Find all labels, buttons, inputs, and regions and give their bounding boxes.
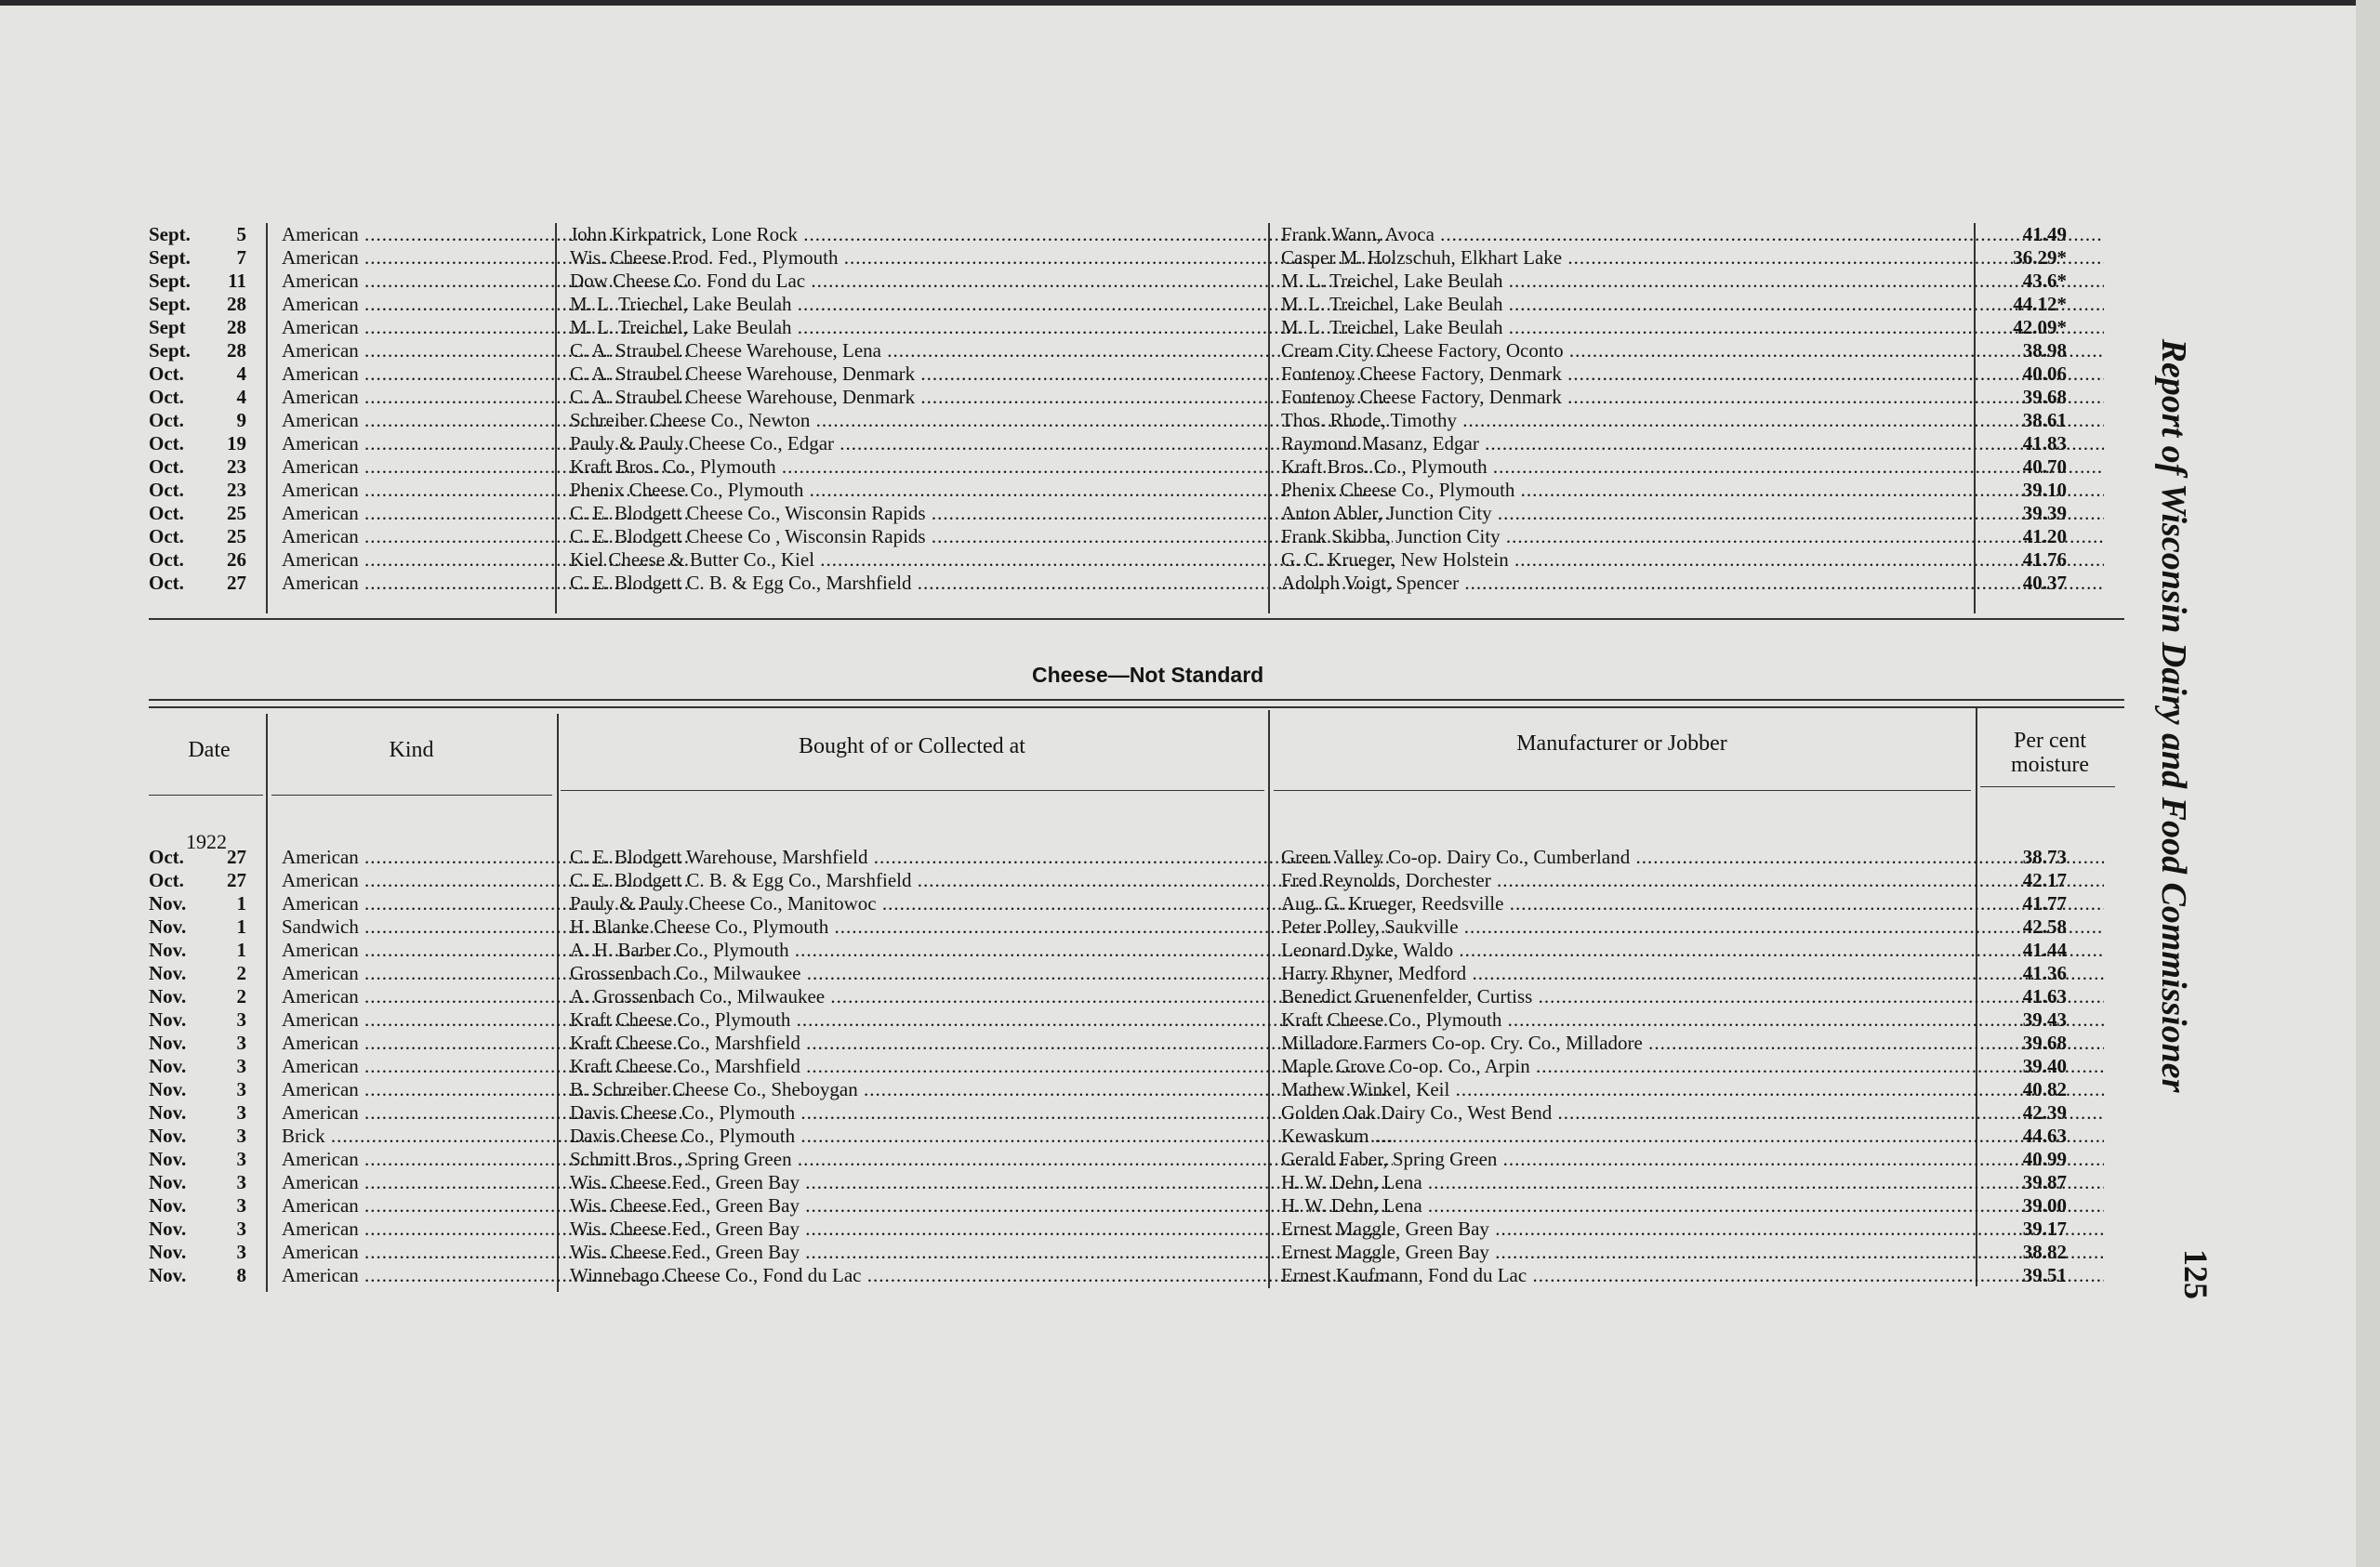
manufacturer-cell: Gerald Faber, Spring Green ..... (1281, 1148, 2104, 1171)
table-row (144, 548, 2124, 572)
bought-cell: Wis. Cheese Fed., Green Bay ..... (570, 1241, 1393, 1264)
date-day: 3 (236, 1241, 246, 1263)
kind-cell: American ..... (282, 939, 691, 962)
year-label: 1922 (186, 830, 227, 853)
date-month: Sept. (149, 293, 191, 315)
header-bought: Bought of or Collected at (799, 734, 1025, 758)
date-day: 3 (236, 1171, 246, 1193)
kind-cell: American ..... (282, 432, 691, 455)
manufacturer-cell: Cream City Cheese Factory, Oconto ..... (1281, 339, 2104, 362)
kind-cell: American ..... (282, 1218, 691, 1241)
kind-cell: American ..... (282, 1101, 691, 1125)
kind-cell: American ..... (282, 548, 691, 572)
manufacturer-cell: Adolph Voigt, Spencer ..... (1281, 572, 2104, 595)
date-day: 4 (236, 362, 246, 385)
table-row (144, 939, 2124, 962)
date-day: 1 (236, 939, 246, 961)
header-kind: Kind (389, 738, 434, 762)
date-month: Oct. (149, 869, 184, 891)
manufacturer-cell: Milladore Farmers Co-op. Cry. Co., Milladore ..... (1281, 1032, 2104, 1055)
kind-cell: American ..... (282, 339, 691, 362)
table-row (144, 1264, 2124, 1287)
kind-cell: American ..... (282, 316, 691, 339)
kind-cell: American ..... (282, 985, 691, 1008)
moisture-cell: 42.09* (2013, 316, 2067, 338)
date-month: Sept. (149, 246, 191, 269)
date-month: Sept. (149, 339, 191, 362)
column-rule (1974, 223, 1976, 613)
date-day: 3 (236, 1194, 246, 1217)
bought-cell: Schreiber Cheese Co., Newton ..... (570, 409, 1393, 432)
kind-cell: American ..... (282, 1194, 691, 1218)
table-row (144, 1148, 2124, 1171)
manufacturer-cell: Kewaskum ..... (1281, 1125, 2104, 1148)
bought-cell: C. E. Blodgett Warehouse, Marshfield ..... (570, 846, 1393, 869)
bought-cell: M. L. Treichel, Lake Beulah ..... (570, 316, 1393, 339)
manufacturer-cell: Ernest Kaufmann, Fond du Lac ..... (1281, 1264, 2104, 1287)
table-row (144, 432, 2124, 455)
date-month: Oct. (149, 572, 184, 594)
date-day: 25 (227, 525, 246, 547)
moisture-cell: 41.44 (2022, 939, 2067, 961)
date-month: Oct. (149, 479, 184, 501)
kind-cell: American ..... (282, 223, 691, 246)
date-day: 3 (236, 1008, 246, 1031)
table-row (144, 1101, 2124, 1125)
bought-cell: Kraft Cheese Co., Plymouth ..... (570, 1008, 1393, 1032)
moisture-cell: 39.10 (2022, 479, 2067, 501)
moisture-cell: 41.83 (2022, 432, 2067, 454)
date-month: Oct. (149, 502, 184, 524)
bought-cell: C. E. Blodgett C. B. & Egg Co., Marshfield ..... (570, 869, 1393, 892)
date-month: Sept. (149, 223, 191, 245)
date-day: 23 (227, 479, 246, 501)
bottom-table (144, 846, 2124, 1287)
kind-cell: Sandwich ..... (282, 915, 691, 939)
kind-cell: American ..... (282, 479, 691, 502)
kind-cell: American ..... (282, 246, 691, 270)
header-bottom-rule (149, 795, 263, 796)
table-row (144, 316, 2124, 339)
date-day: 3 (236, 1078, 246, 1100)
date-month: Nov. (149, 915, 187, 938)
date-day: 8 (236, 1264, 246, 1286)
kind-cell: American ..... (282, 962, 691, 985)
moisture-cell: 39.87 (2022, 1171, 2067, 1193)
header-bottom-rule (1980, 786, 2115, 787)
bought-cell: C. A. Straubel Cheese Warehouse, Denmark ..... (570, 386, 1393, 409)
column-rule (1268, 223, 1270, 613)
bought-cell: Wis. Cheese Fed., Green Bay ..... (570, 1194, 1393, 1218)
moisture-cell: 42.39 (2022, 1101, 2067, 1124)
table-row (144, 1218, 2124, 1241)
column-rule (266, 223, 268, 613)
kind-cell: American ..... (282, 1264, 691, 1287)
kind-cell: American ..... (282, 362, 691, 386)
kind-cell: American ..... (282, 525, 691, 548)
bought-cell: C. E. Blodgett Cheese Co., Wisconsin Rapids ..... (570, 502, 1393, 525)
header-bottom-rule (561, 790, 1264, 791)
table-row (144, 1055, 2124, 1078)
bought-cell: Pauly & Pauly Cheese Co., Manitowoc ..... (570, 892, 1393, 915)
date-day: 1 (236, 915, 246, 938)
table-row (144, 223, 2124, 246)
table-row (144, 1078, 2124, 1101)
manufacturer-cell: Fred Reynolds, Dorchester ..... (1281, 869, 2104, 892)
table-row (144, 1241, 2124, 1264)
bought-cell: Kraft Bros. Co., Plymouth ..... (570, 455, 1393, 479)
header-manufacturer: Manufacturer or Jobber (1516, 731, 1727, 756)
moisture-cell: 40.99 (2022, 1148, 2067, 1170)
table-row (144, 362, 2124, 386)
bought-cell: Kiel Cheese & Butter Co., Kiel ..... (570, 548, 1393, 572)
table-row (144, 962, 2124, 985)
kind-cell: American ..... (282, 1078, 691, 1101)
date-day: 3 (236, 1055, 246, 1077)
date-day: 4 (236, 386, 246, 408)
date-month: Oct. (149, 386, 184, 408)
moisture-cell: 40.06 (2022, 362, 2067, 385)
page-number: 125 (2177, 1249, 2215, 1299)
manufacturer-cell: Maple Grove Co-op. Co., Arpin ..... (1281, 1055, 2104, 1078)
table-row (144, 502, 2124, 525)
manufacturer-cell: Peter Polley, Saukville ..... (1281, 915, 2104, 939)
bought-cell: A. H. Barber Co., Plymouth ..... (570, 939, 1393, 962)
manufacturer-cell: Leonard Dyke, Waldo ..... (1281, 939, 2104, 962)
table-row (144, 293, 2124, 316)
date-day: 3 (236, 1218, 246, 1240)
moisture-cell: 40.70 (2022, 455, 2067, 478)
date-day: 11 (228, 270, 246, 292)
date-month: Nov. (149, 1125, 187, 1147)
date-month: Oct. (149, 548, 184, 571)
header-moisture: Per cent moisture (2011, 729, 2089, 777)
table-row (144, 572, 2124, 595)
date-day: 23 (227, 455, 246, 478)
table-row (144, 479, 2124, 502)
moisture-cell: 41.20 (2022, 525, 2067, 547)
date-day: 25 (227, 502, 246, 524)
table-row (144, 409, 2124, 432)
kind-cell: American ..... (282, 1032, 691, 1055)
column-rule (555, 223, 557, 613)
manufacturer-cell: Casper M. Holzschuh, Elkhart Lake ..... (1281, 246, 2104, 270)
kind-cell: American ..... (282, 1171, 691, 1194)
kind-cell: American ..... (282, 455, 691, 479)
manufacturer-cell: Mathew Winkel, Keil ..... (1281, 1078, 2104, 1101)
date-day: 28 (227, 316, 246, 338)
table-row (144, 985, 2124, 1008)
moisture-cell: 39.43 (2022, 1008, 2067, 1031)
header-double-rule (149, 699, 2124, 701)
date-month: Oct. (149, 362, 184, 385)
date-month: Nov. (149, 1148, 187, 1170)
manufacturer-cell: Phenix Cheese Co., Plymouth ..... (1281, 479, 2104, 502)
table-row (144, 1171, 2124, 1194)
date-month: Nov. (149, 1032, 187, 1054)
bought-cell: Grossenbach Co., Milwaukee ..... (570, 962, 1393, 985)
manufacturer-cell: Frank Skibba, Junction City ..... (1281, 525, 2104, 548)
moisture-cell: 39.68 (2022, 386, 2067, 408)
date-month: Oct. (149, 455, 184, 478)
bought-cell: H. Blanke Cheese Co., Plymouth ..... (570, 915, 1393, 939)
moisture-cell: 38.61 (2022, 409, 2067, 431)
table-row (144, 869, 2124, 892)
manufacturer-cell: Ernest Maggle, Green Bay ..... (1281, 1241, 2104, 1264)
moisture-cell: 40.37 (2022, 572, 2067, 594)
date-month: Nov. (149, 1078, 187, 1100)
date-month: Nov. (149, 1241, 187, 1263)
kind-cell: American ..... (282, 1241, 691, 1264)
moisture-cell: 41.36 (2022, 962, 2067, 984)
date-month: Nov. (149, 1055, 187, 1077)
bought-cell: Pauly & Pauly Cheese Co., Edgar ..... (570, 432, 1393, 455)
date-day: 3 (236, 1148, 246, 1170)
manufacturer-cell: Thos. Rhode, Timothy ..... (1281, 409, 2104, 432)
table-row (144, 1125, 2124, 1148)
table-row (144, 525, 2124, 548)
date-month: Nov. (149, 1101, 187, 1124)
moisture-cell: 44.63 (2022, 1125, 2067, 1147)
moisture-cell: 40.82 (2022, 1078, 2067, 1100)
manufacturer-cell: G. C. Krueger, New Holstein ..... (1281, 548, 2104, 572)
kind-cell: American ..... (282, 1148, 691, 1171)
top-table (144, 223, 2124, 595)
table-row (144, 386, 2124, 409)
manufacturer-cell: H. W. Dehn, Lena ..... (1281, 1194, 2104, 1218)
moisture-cell: 38.98 (2022, 339, 2067, 362)
date-day: 27 (227, 572, 246, 594)
table-row (144, 1008, 2124, 1032)
date-day: 3 (236, 1125, 246, 1147)
bought-cell: Davis Cheese Co., Plymouth ..... (570, 1101, 1393, 1125)
date-month: Nov. (149, 939, 187, 961)
kind-cell: American ..... (282, 1008, 691, 1032)
header-double-rule (149, 706, 2124, 708)
kind-cell: American ..... (282, 846, 691, 869)
bought-cell: Wis. Cheese Fed., Green Bay ..... (570, 1171, 1393, 1194)
date-month: Sept. (149, 270, 191, 292)
date-month: Nov. (149, 1218, 187, 1240)
date-day: 26 (227, 548, 246, 571)
moisture-cell: 38.73 (2022, 846, 2067, 868)
date-month: Nov. (149, 1194, 187, 1217)
date-day: 1 (236, 892, 246, 915)
header-bottom-rule (271, 795, 552, 796)
bought-cell: M. L. Triechel, Lake Beulah ..... (570, 293, 1393, 316)
date-month: Sept (149, 316, 186, 338)
manufacturer-cell: Harry Rhyner, Medford ..... (1281, 962, 2104, 985)
manufacturer-cell: Kraft Cheese Co., Plymouth ..... (1281, 1008, 2104, 1032)
header-bottom-rule (1274, 790, 1971, 791)
moisture-cell: 39.17 (2022, 1218, 2067, 1240)
date-month: Oct. (149, 846, 184, 868)
moisture-cell: 41.77 (2022, 892, 2067, 915)
bought-cell: C. E. Blodgett C. B. & Egg Co., Marshfield ..... (570, 572, 1393, 595)
moisture-cell: 41.76 (2022, 548, 2067, 571)
manufacturer-cell: Benedict Gruenenfelder, Curtiss ..... (1281, 985, 2104, 1008)
manufacturer-cell: H. W. Dehn, Lena ..... (1281, 1171, 2104, 1194)
bought-cell: Dow Cheese Co. Fond du Lac ..... (570, 270, 1393, 293)
bought-cell: Schmitt Bros., Spring Green ..... (570, 1148, 1393, 1171)
moisture-cell: 39.40 (2022, 1055, 2067, 1077)
bought-cell: C. A. Straubel Cheese Warehouse, Denmark ..... (570, 362, 1393, 386)
moisture-cell: 39.00 (2022, 1194, 2067, 1217)
bought-cell: Wis. Cheese Prod. Fed., Plymouth ..... (570, 246, 1393, 270)
bought-cell: C. A. Straubel Cheese Warehouse, Lena ..... (570, 339, 1393, 362)
manufacturer-cell: M. L. Treichel, Lake Beulah ..... (1281, 316, 2104, 339)
bought-cell: Kraft Cheese Co., Marshfield ..... (570, 1032, 1393, 1055)
moisture-cell: 41.63 (2022, 985, 2067, 1007)
bought-cell: B. Schreiber Cheese Co., Sheboygan ..... (570, 1078, 1393, 1101)
table-row (144, 1194, 2124, 1218)
bought-cell: C. E. Blodgett Cheese Co , Wisconsin Rapids ..... (570, 525, 1393, 548)
bought-cell: Kraft Cheese Co., Marshfield ..... (570, 1055, 1393, 1078)
date-day: 5 (236, 223, 246, 245)
date-month: Oct. (149, 432, 184, 454)
manufacturer-cell: Frank Wann, Avoca ..... (1281, 223, 2104, 246)
kind-cell: American ..... (282, 293, 691, 316)
manufacturer-cell: Golden Oak Dairy Co., West Bend ..... (1281, 1101, 2104, 1125)
date-day: 7 (236, 246, 246, 269)
date-month: Oct. (149, 409, 184, 431)
manufacturer-cell: Kraft Bros. Co., Plymouth ..... (1281, 455, 2104, 479)
date-day: 9 (236, 409, 246, 431)
kind-cell: American ..... (282, 892, 691, 915)
moisture-cell: 41.49 (2022, 223, 2067, 245)
table-row (144, 846, 2124, 869)
kind-cell: American ..... (282, 502, 691, 525)
date-month: Oct. (149, 525, 184, 547)
date-month: Nov. (149, 962, 187, 984)
running-head: Report of Wisconsin Dairy and Food Commissioner (2154, 338, 2193, 1093)
manufacturer-cell: Fontenoy Cheese Factory, Denmark ..... (1281, 362, 2104, 386)
table-row (144, 455, 2124, 479)
moisture-cell: 44.12* (2013, 293, 2067, 315)
section-title: Cheese—Not Standard (1032, 663, 1264, 687)
table-row (144, 270, 2124, 293)
kind-cell: American ..... (282, 386, 691, 409)
date-day: 19 (227, 432, 246, 454)
moisture-cell: 36.29* (2013, 246, 2067, 269)
date-day: 2 (236, 962, 246, 984)
date-month: Nov. (149, 1264, 187, 1286)
bought-cell: John Kirkpatrick, Lone Rock ..... (570, 223, 1393, 246)
bought-cell: Winnebago Cheese Co., Fond du Lac ..... (570, 1264, 1393, 1287)
table-row (144, 246, 2124, 270)
date-day: 28 (227, 339, 246, 362)
table-row (144, 339, 2124, 362)
kind-cell: American ..... (282, 409, 691, 432)
kind-cell: American ..... (282, 869, 691, 892)
moisture-cell: 43.6* (2022, 270, 2067, 292)
table-row (144, 915, 2124, 939)
table-row (144, 892, 2124, 915)
manufacturer-cell: M. L. Treichel, Lake Beulah ..... (1281, 270, 2104, 293)
moisture-cell: 38.82 (2022, 1241, 2067, 1263)
bought-cell: Wis. Cheese Fed., Green Bay ..... (570, 1218, 1393, 1241)
manufacturer-cell: Green Valley Co-op. Dairy Co., Cumberland ..... (1281, 846, 2104, 869)
manufacturer-cell: Fontenoy Cheese Factory, Denmark ..... (1281, 386, 2104, 409)
bought-cell: Davis Cheese Co., Plymouth ..... (570, 1125, 1393, 1148)
manufacturer-cell: M. L. Treichel, Lake Beulah ..... (1281, 293, 2104, 316)
date-day: 28 (227, 293, 246, 315)
manufacturer-cell: Ernest Maggle, Green Bay ..... (1281, 1218, 2104, 1241)
date-month: Nov. (149, 985, 187, 1007)
moisture-cell: 39.51 (2022, 1264, 2067, 1286)
bought-cell: Phenix Cheese Co., Plymouth ..... (570, 479, 1393, 502)
date-month: Nov. (149, 892, 187, 915)
date-day: 3 (236, 1032, 246, 1054)
moisture-cell: 42.17 (2022, 869, 2067, 891)
moisture-cell: 39.39 (2022, 502, 2067, 524)
kind-cell: American ..... (282, 270, 691, 293)
kind-cell: American ..... (282, 1055, 691, 1078)
manufacturer-cell: Anton Abler, Junction City ..... (1281, 502, 2104, 525)
date-day: 27 (227, 846, 246, 868)
kind-cell: American ..... (282, 572, 691, 595)
moisture-cell: 39.68 (2022, 1032, 2067, 1054)
date-day: 3 (236, 1101, 246, 1124)
date-month: Nov. (149, 1008, 187, 1031)
manufacturer-cell: Raymond Masanz, Edgar ..... (1281, 432, 2104, 455)
kind-cell: Brick ..... (282, 1125, 691, 1148)
date-month: Nov. (149, 1171, 187, 1193)
date-day: 27 (227, 869, 246, 891)
table-row (144, 1032, 2124, 1055)
moisture-cell: 42.58 (2022, 915, 2067, 938)
date-day: 2 (236, 985, 246, 1007)
bought-cell: A. Grossenbach Co., Milwaukee ..... (570, 985, 1393, 1008)
top-table-bottom-rule (149, 618, 2124, 620)
header-date: Date (188, 738, 231, 762)
manufacturer-cell: Aug. G. Krueger, Reedsville ..... (1281, 892, 2104, 915)
